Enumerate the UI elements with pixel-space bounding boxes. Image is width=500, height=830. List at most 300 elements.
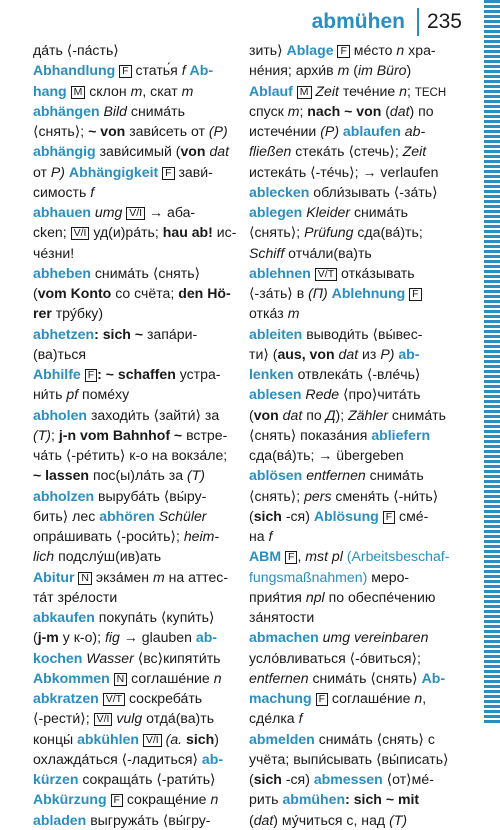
text: снима́ть ⟨снять⟩ с	[318, 730, 435, 747]
left-line	[33, 324, 265, 344]
right-line	[249, 324, 485, 344]
text: та́т зре́лости	[33, 588, 118, 605]
left-line	[33, 202, 265, 222]
right-line	[249, 465, 485, 485]
headword: abmachen	[249, 629, 323, 646]
text: сокраща́ть ⟨-рати́ть⟩	[82, 771, 216, 787]
grammar-box: F	[85, 369, 97, 382]
italic-label: n	[414, 690, 423, 706]
italic-label: m	[337, 62, 350, 79]
italic-label: pf	[66, 386, 79, 403]
left-line	[33, 627, 265, 647]
left-line	[33, 526, 265, 546]
text: симость	[33, 183, 91, 200]
page-number: 235	[426, 10, 462, 33]
italic-label: f	[268, 528, 273, 544]
left-line	[33, 546, 265, 566]
italic-label: P)	[50, 163, 69, 180]
left-column	[33, 40, 265, 830]
right-line	[249, 283, 485, 303]
text: опра́шивать ⟨-роси́ть⟩;	[33, 528, 184, 544]
text: снима́ть	[388, 406, 446, 423]
bold-phrase: sich	[253, 507, 282, 524]
italic-label: f	[90, 183, 95, 200]
headword: abholzen	[33, 487, 98, 504]
italic-label: Schiff	[249, 244, 285, 261]
italic-label: m	[287, 102, 300, 119]
headword: Abhilfe	[33, 366, 85, 382]
text: ⟨про⟩чита́ть	[339, 386, 421, 403]
text: зави́-	[174, 163, 213, 180]
right-line	[249, 789, 485, 809]
text: выруба́ть ⟨вы́ру-	[98, 487, 207, 504]
right-line	[249, 749, 485, 769]
text: чéзни!	[33, 244, 75, 261]
right-line	[249, 202, 485, 222]
text: ⟨снять⟩;	[249, 487, 305, 504]
italic-label: n	[399, 82, 407, 99]
text: со счёта;	[111, 285, 179, 301]
left-line	[33, 506, 265, 526]
italic-label: Kleider	[306, 204, 351, 220]
italic-label: (П)	[308, 285, 328, 301]
text: )	[214, 730, 219, 747]
right-column	[249, 40, 485, 830]
headword: hang	[33, 82, 71, 99]
headword: ab-	[398, 345, 420, 362]
headword: ablesen	[249, 386, 306, 403]
grammar-box: F	[409, 288, 421, 301]
text: отка́з	[249, 305, 288, 322]
text: обли́зывать ⟨-за́ть⟩	[313, 183, 438, 200]
italic-label: Bild	[103, 102, 127, 119]
text: поме́ху	[78, 386, 130, 403]
text: → аба-	[145, 204, 196, 220]
bold-phrase: den Hö-	[178, 285, 231, 301]
italic-label: n	[396, 42, 405, 58]
headword: ablaufen	[342, 123, 405, 139]
grammar-box: F	[111, 794, 123, 807]
header-separator	[417, 8, 419, 36]
bold-phrase: ~ von	[88, 123, 126, 139]
italic-label: m	[287, 305, 300, 322]
italic-label: fig	[104, 629, 120, 646]
guide-word: abmühen	[311, 10, 405, 33]
headword: ablehnen	[249, 264, 315, 281]
italic-label: m	[152, 568, 165, 585]
text: встре-	[182, 426, 228, 443]
left-line	[33, 303, 265, 323]
text: меро-	[367, 568, 410, 585]
text: отда́(ва)ть	[142, 710, 215, 727]
right-line	[249, 506, 485, 526]
text: ис-	[212, 224, 237, 241]
grammar-box: N	[78, 572, 92, 585]
text: соскреба́ть	[125, 690, 203, 706]
right-line	[249, 40, 485, 60]
grammar-box: V/I	[94, 713, 113, 726]
text: устра-	[175, 366, 221, 382]
left-line	[33, 364, 265, 384]
italic-label: Rede	[305, 386, 340, 403]
text: выводи́ть ⟨вы́веc-	[306, 325, 423, 342]
text: снима́ть	[350, 204, 409, 220]
left-line	[33, 384, 265, 404]
headword: abmühen	[282, 791, 346, 808]
right-line	[249, 708, 485, 728]
grammar-box: F	[337, 45, 349, 58]
italic-label: lich	[33, 548, 55, 565]
text: истече́нии	[249, 123, 321, 139]
left-line	[33, 40, 265, 60]
italic-label: Schüler	[158, 507, 207, 524]
text: ни́ть	[33, 386, 67, 403]
right-line	[249, 303, 485, 323]
grammar-box: F	[383, 511, 395, 524]
right-line	[249, 769, 485, 789]
bold-phrase: aus, von	[277, 345, 335, 362]
left-line	[33, 567, 265, 587]
left-line	[33, 182, 265, 202]
headword: abhetzen	[33, 325, 95, 342]
bold-phrase: : sich ~	[94, 325, 147, 342]
text: , скат	[142, 82, 182, 99]
text: за́нятости	[249, 609, 315, 625]
text: мéсто	[349, 42, 397, 58]
text: зави́сеть от	[125, 123, 209, 139]
headword: abmelden	[249, 730, 319, 747]
text: хра-	[404, 42, 436, 58]
right-line	[249, 162, 485, 182]
headword: abhauen	[33, 204, 95, 220]
text: (	[349, 62, 358, 79]
text: снима́ть ⟨снять⟩	[94, 264, 201, 281]
page-header	[312, 8, 462, 36]
text: усло́вливаться ⟨-о́виться⟩;	[249, 649, 421, 666]
headword: ab-	[201, 750, 224, 767]
headword: Ablage	[286, 42, 338, 58]
text: ча́ть ⟨-ре́тить⟩ к-о на вокза́ле;	[33, 447, 228, 463]
left-line	[33, 405, 265, 425]
bold-phrase: : ~ schaffen	[97, 366, 176, 382]
headword: lenken	[249, 366, 298, 382]
text: на	[249, 528, 269, 544]
left-line	[33, 243, 265, 263]
text: прия́тия	[249, 588, 306, 605]
headword: Ablösung	[313, 507, 383, 524]
left-line	[33, 141, 265, 161]
italic-label: Zähler	[348, 406, 389, 423]
headword: abkratzen	[33, 690, 103, 706]
text: (	[249, 811, 254, 828]
left-line	[33, 668, 265, 688]
text: снима́ть	[127, 102, 185, 119]
text: пос(ы)ла́ть за	[89, 467, 187, 484]
text: истека́ть ⟨-те́чь⟩; → verlaufen	[249, 163, 439, 180]
right-line	[249, 486, 485, 506]
grammar-box: M	[297, 86, 312, 99]
headword: Abkürzung	[33, 791, 111, 808]
italic-label: (T)	[389, 811, 408, 828]
italic-label: heim-	[183, 528, 220, 544]
text: у к-о);	[58, 629, 105, 646]
italic-label: im Büro	[357, 62, 407, 79]
grammar-box: N	[114, 673, 128, 686]
right-line	[249, 688, 485, 708]
text: по	[302, 406, 326, 423]
headword: ABM	[249, 548, 286, 565]
right-line	[249, 243, 485, 263]
text: снима́ть ⟨снять⟩	[308, 669, 422, 686]
bold-phrase: ~ lassen	[33, 467, 90, 484]
headword: ab-	[195, 629, 217, 646]
thumb-index-stripe	[484, 0, 500, 723]
bold-phrase: j-m	[37, 629, 59, 646]
left-line	[33, 344, 265, 364]
text: от	[33, 163, 51, 180]
left-line	[33, 162, 265, 182]
text: охлажда́ться ⟨-ладиться⟩	[33, 750, 202, 767]
bold-phrase: von	[180, 143, 210, 160]
grammar-box: M	[71, 86, 86, 99]
expansion: (Arbeitsbeschaf-	[346, 548, 450, 565]
text: ⟨вс⟩кипяти́ть	[133, 649, 221, 666]
headword: Ab-	[421, 669, 446, 686]
left-line	[33, 769, 265, 789]
headword: ablösen	[249, 467, 307, 484]
left-line	[33, 121, 265, 141]
text: ⟨от⟩ме́-	[382, 771, 434, 787]
text: запа́ри-	[146, 325, 198, 342]
right-line	[249, 567, 485, 587]
italic-label: umg	[94, 204, 127, 220]
text: на аттес-	[164, 568, 229, 585]
italic-label: Д	[325, 406, 336, 423]
text: экза́мен	[92, 568, 153, 585]
left-line	[33, 688, 265, 708]
text: отча́ли(ва)ть	[284, 244, 372, 261]
right-line	[249, 60, 485, 80]
text: сда(ва́)ть;	[353, 224, 423, 241]
right-line	[249, 182, 485, 202]
right-line	[249, 648, 485, 668]
headword: abhängen	[33, 102, 104, 119]
italic-label: Wasser	[86, 649, 134, 666]
text: тече́ние	[338, 82, 400, 99]
right-line	[249, 810, 485, 830]
text: из	[358, 345, 381, 362]
text: (ва)ться	[33, 345, 87, 362]
text: ;	[299, 102, 308, 119]
grammar-box: F	[119, 65, 131, 78]
text: ⟨снять⟩;	[249, 224, 305, 241]
text: (	[249, 406, 254, 423]
right-line	[249, 445, 485, 465]
text: сде́лка	[249, 710, 299, 727]
right-line	[249, 384, 485, 404]
bold-phrase: hau ab!	[162, 224, 213, 241]
text: да́ть ⟨-па́сть⟩	[33, 42, 119, 58]
italic-label: Zeit	[311, 82, 339, 99]
left-line	[33, 708, 265, 728]
headword: abkühlen	[77, 730, 143, 747]
text: концы́	[33, 730, 78, 747]
text: подслу́ш(ив)ать	[54, 548, 162, 565]
text: зави́симый (	[99, 143, 181, 160]
text: ,	[297, 548, 306, 565]
italic-label: (P)	[208, 123, 228, 139]
text: тру́бку)	[51, 305, 104, 322]
headword: kürzen	[33, 771, 83, 787]
text: спуск	[249, 102, 288, 119]
text: сме́-	[395, 507, 429, 524]
grammar-box: V/I	[126, 207, 145, 220]
text: )	[406, 62, 412, 79]
right-line	[249, 607, 485, 627]
italic-label: Zeit	[402, 143, 427, 160]
left-line	[33, 60, 265, 80]
text: ти⟩ (	[249, 345, 278, 362]
text: -ся)	[281, 507, 314, 524]
right-line	[249, 425, 485, 445]
right-line	[249, 526, 485, 546]
text: cken;	[33, 224, 71, 241]
text: сда(ва́)ть; → übergeben	[249, 447, 404, 463]
italic-label: entfernen	[249, 669, 309, 686]
italic-label: pers	[304, 487, 332, 504]
italic-label: m	[181, 82, 194, 99]
headword: abladen	[33, 811, 91, 828]
headword: abkaufen	[33, 609, 99, 625]
headword: ableiten	[249, 325, 307, 342]
left-line	[33, 749, 265, 769]
bold-phrase: sich	[186, 730, 215, 747]
text: соглаше́ние	[127, 669, 214, 686]
text: (	[33, 629, 38, 646]
headword: abheben	[33, 264, 95, 281]
grammar-box: V/T	[103, 693, 125, 706]
headword: ablecken	[249, 183, 314, 200]
headword: abholen	[33, 406, 91, 423]
text: уд(и)ра́ть;	[89, 224, 163, 241]
text: ⟨снять⟩;	[33, 123, 89, 139]
italic-label: vulg	[112, 710, 143, 727]
left-line	[33, 729, 265, 749]
left-line	[33, 283, 265, 303]
grammar-box: F	[162, 167, 174, 180]
grammar-box: V/I	[143, 734, 162, 747]
left-line	[33, 465, 265, 485]
left-line	[33, 648, 265, 668]
headword: abhängig	[33, 143, 100, 160]
text: (	[249, 771, 254, 787]
left-line	[33, 486, 265, 506]
right-line	[249, 121, 485, 141]
right-line	[249, 344, 485, 364]
text: ;	[406, 82, 415, 99]
grammar-box: F	[285, 551, 297, 564]
italic-label: dat	[253, 811, 274, 828]
left-line	[33, 81, 265, 101]
grammar-box: V/I	[71, 227, 90, 240]
headword: ablegen	[249, 204, 307, 220]
headword: Ablehnung	[331, 285, 410, 301]
right-line	[249, 81, 485, 101]
left-line	[33, 587, 265, 607]
italic-label: entfernen	[306, 467, 366, 484]
bold-phrase: rer	[33, 305, 52, 322]
text: -ся)	[281, 771, 314, 787]
right-line	[249, 222, 485, 242]
headword: Abhandlung	[33, 62, 120, 79]
right-line	[249, 263, 485, 283]
left-line	[33, 263, 265, 283]
bold-phrase: : sich ~ mit	[345, 791, 420, 808]
grammar-box: V/T	[315, 268, 337, 281]
text: учёта; выпи́сывать ⟨вы́писать⟩	[249, 750, 449, 767]
headword: abmessen	[313, 771, 383, 787]
left-line	[33, 425, 265, 445]
headword: abhören	[99, 507, 159, 524]
left-line	[33, 222, 265, 242]
headword: Ablauf	[249, 82, 297, 99]
headword: abliefern	[371, 426, 431, 443]
text: снима́ть	[365, 467, 424, 484]
italic-label: dat	[278, 406, 303, 423]
italic-label: ab-	[404, 123, 426, 139]
bold-phrase: von	[253, 406, 279, 423]
text: по обеспе́чению	[324, 588, 436, 605]
italic-label: Prüfung	[304, 224, 354, 241]
text: );	[335, 406, 349, 423]
right-line	[249, 405, 485, 425]
bold-phrase: vom Konto	[37, 285, 112, 301]
italic-label: dat	[209, 143, 230, 160]
italic-label: umg vereinbaren	[322, 629, 429, 646]
right-line	[249, 729, 485, 749]
italic-label: n	[213, 669, 222, 686]
italic-label: dat	[334, 345, 359, 362]
italic-label: (a.	[161, 730, 186, 747]
bold-phrase: sich	[253, 771, 282, 787]
domain-label: TECH	[414, 86, 447, 99]
right-line	[249, 364, 485, 384]
italic-label: m	[130, 82, 143, 99]
text: (	[381, 102, 390, 119]
italic-label: (P)	[320, 123, 343, 139]
headword: Ab-	[189, 62, 214, 79]
italic-label: f	[298, 710, 303, 727]
right-line	[249, 587, 485, 607]
italic-label: f	[181, 62, 190, 79]
text: стека́ть ⟨стечь⟩;	[291, 143, 403, 160]
text: ⟨снять⟩ показа́ния	[249, 426, 372, 443]
italic-label: (T)	[33, 426, 51, 443]
right-line	[249, 668, 485, 688]
italic-label: (T)	[186, 467, 205, 484]
headword: Abhängigkeit	[68, 163, 163, 180]
text: склон	[85, 82, 131, 99]
text: ⟨-рести́⟩;	[33, 710, 94, 727]
text: ;	[51, 426, 59, 443]
italic-label: dat	[389, 102, 410, 119]
expansion: fungsmaßnahmen)	[249, 568, 368, 585]
bold-phrase: j-n vom Bahnhof ~	[58, 426, 183, 443]
text: ⟨-за́ть⟩ в	[249, 285, 309, 301]
text: рить	[249, 791, 283, 808]
left-line	[33, 101, 265, 121]
right-line	[249, 101, 485, 121]
